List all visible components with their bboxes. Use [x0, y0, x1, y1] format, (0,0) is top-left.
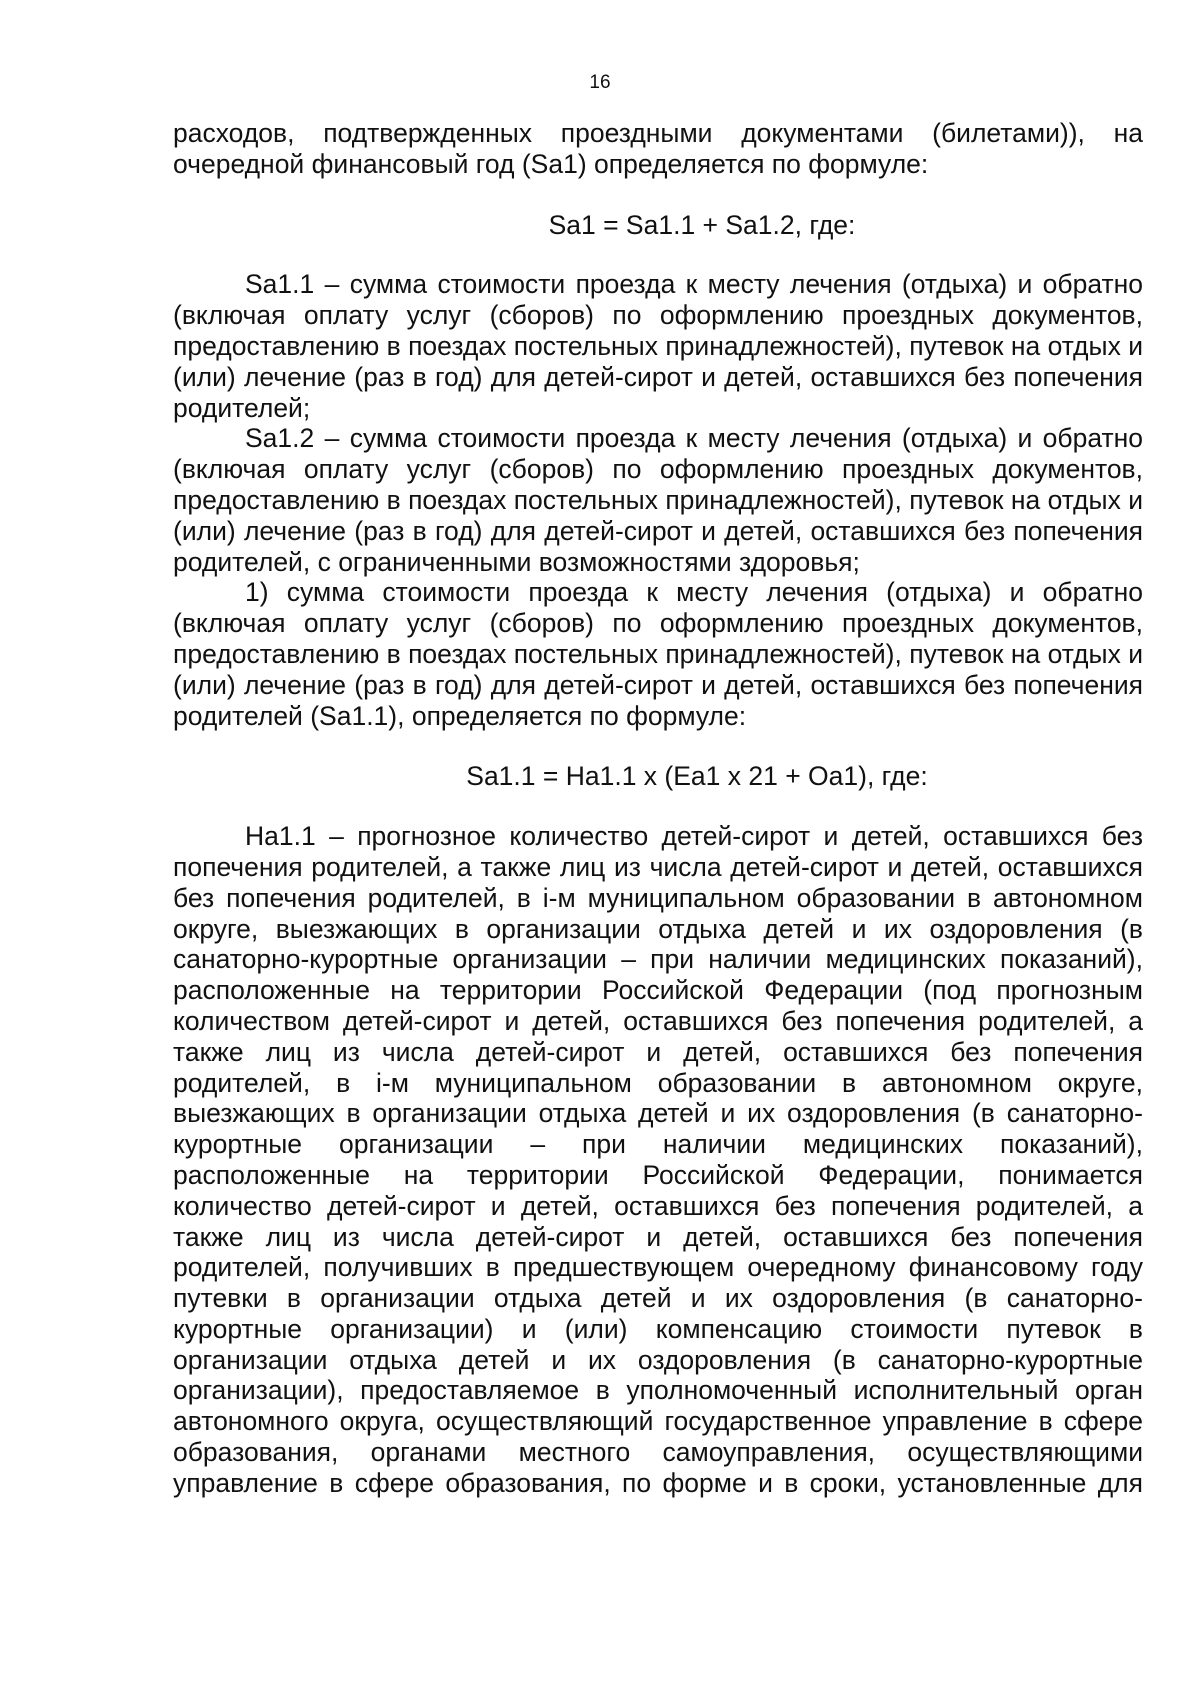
paragraph-intro: расходов, подтвержденных проездными документами (билетами)), на очередной финансовый год (Sa1) определяется по формуле: [173, 118, 1143, 179]
page-number: 16 [589, 72, 611, 93]
paragraph-ha1-1-definition: Ha1.1 – прогнозное количество детей-сирот и детей, оставшихся без попечения родителей, а также лиц из числа детей-сирот и детей, оставшихся без попечения родителей, в i-м муниципальном образовании в автономном округе, выезжающих в организации отдыха детей и их оздоровления (в санаторно-курортные организации – при наличии медицинских показаний), расположенные на территории Российской Федерации (под прогнозным количеством детей-сирот и детей, оставшихся без попечения родителей, а также лиц из числа детей-сирот и детей, оставшихся без попечения родителей, в i-м муниципальном образовании в автономном округе, выезжающих в организации отдыха детей и их оздоровления (в санаторно-курортные организации – при наличии медицинских показаний), расположенные на территории Российской Федерации, понимается количество детей-сирот и детей, оставшихся без попечения родителей, а также лиц из числа детей-сирот и детей, оставшихся без попечения родителей, получивших в предшествующем очередному финансовому году путевки в организации отдыха детей и их оздоровления (в санаторно-курортные организации) и (или) компенсацию стоимости путевок в организации отдыха детей и их оздоровления (в санаторно-курортные организации), предоставляемое в уполномоченный исполнительный орган автономного округа, осуществляющий государственное управление в сфере образования, органами местного самоуправления, осуществляющими управление в сфере образования, по форме и в сроки, установленные для [173, 821, 1143, 1498]
formula-sa1-1: Sa1.1 = Ha1.1 x (Ea1 x 21 + Oa1), где: [466, 761, 928, 792]
paragraph-sa1-2-definition: Sa1.2 – сумма стоимости проезда к месту лечения (отдыха) и обратно (включая оплату услуг (сборов) по оформлению проездных документов, предоставлению в поездах постельных принадлежностей), путевок на отдых и (или) лечение (раз в год) для детей-сирот и детей, оставшихся без попечения родителей, с ограниченными возможностями здоровья; [173, 423, 1143, 577]
document-body [173, 118, 1143, 1499]
formula-sa1: Sa1 = Sa1.1 + Sa1.2, где: [548, 209, 856, 240]
paragraph-sa1-1-definition: Sa1.1 – сумма стоимости проезда к месту лечения (отдыха) и обратно (включая оплату услуг (сборов) по оформлению проездных документов, предоставлению в поездах постельных принадлежностей), путевок на отдых и (или) лечение (раз в год) для детей-сирот и детей, оставшихся без попечения родителей; [173, 269, 1143, 423]
paragraph-item-1: 1) сумма стоимости проезда к месту лечения (отдыха) и обратно (включая оплату услуг (сборов) по оформлению проездных документов, предоставлению в поездах постельных принадлежностей), путевок на отдых и (или) лечение (раз в год) для детей-сирот и детей, оставшихся без попечения родителей (Sa1.1), определяется по формуле: [173, 577, 1143, 731]
